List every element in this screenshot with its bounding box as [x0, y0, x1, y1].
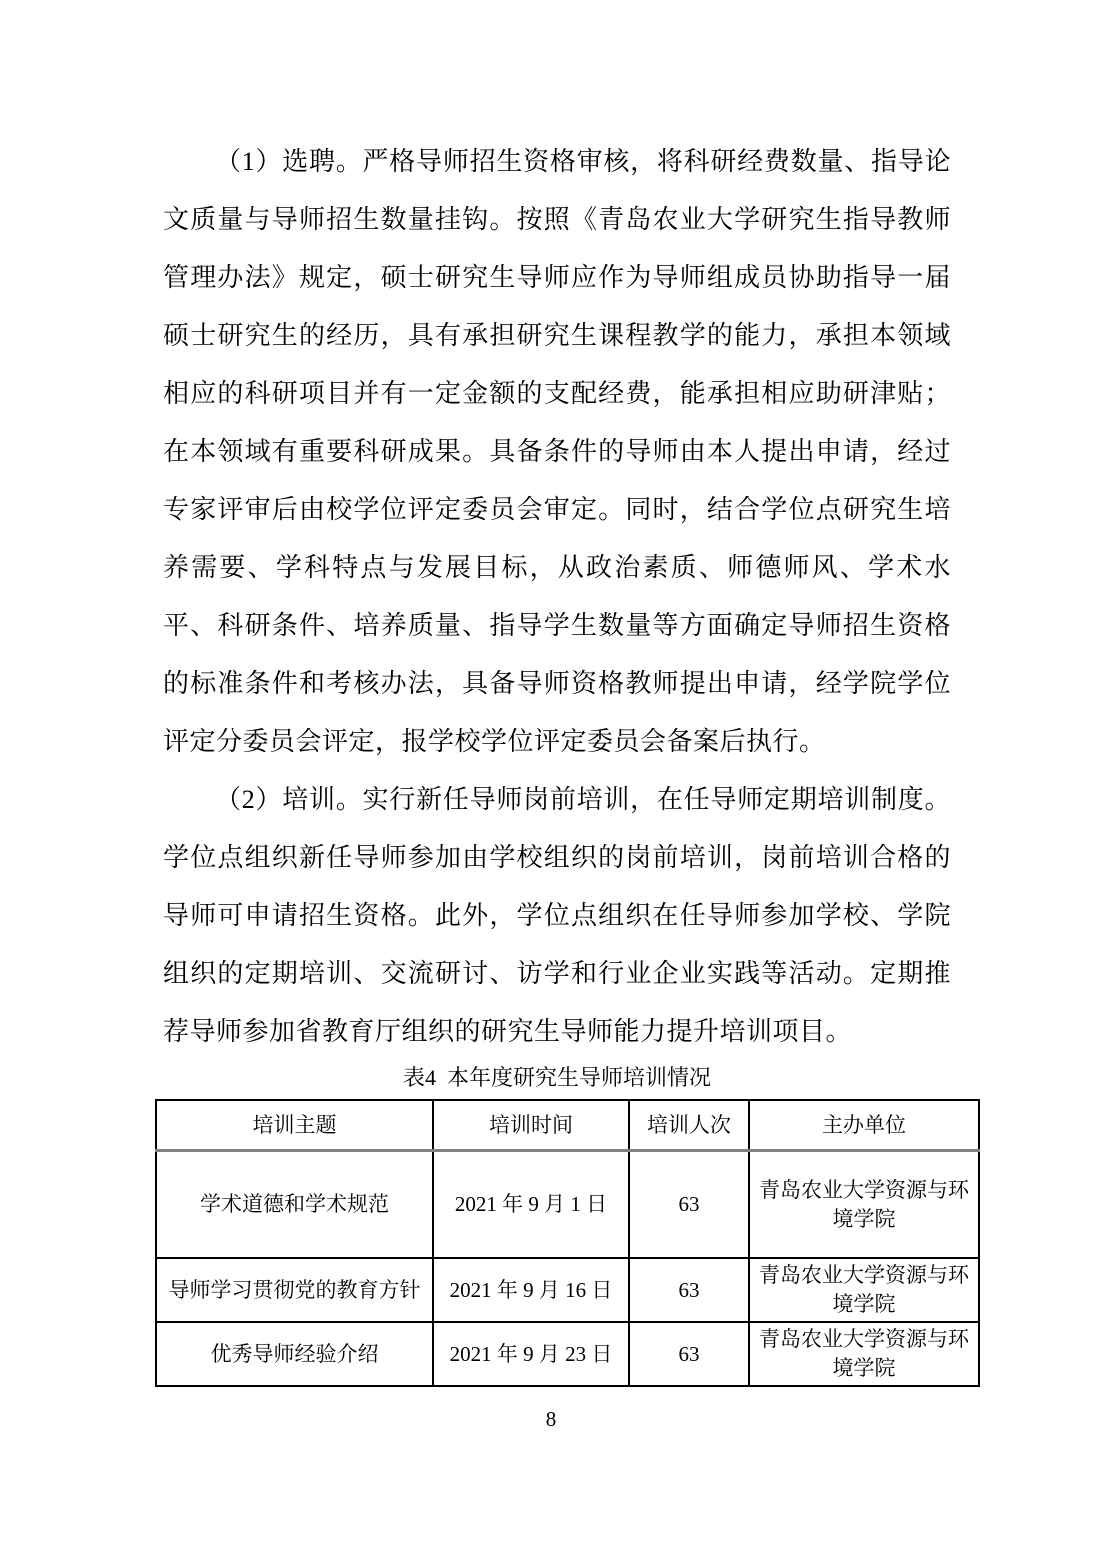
table-caption: 表4 本年度研究生导师培训情况 — [402, 1065, 711, 1090]
header-cell-time: 培训时间 — [433, 1100, 629, 1151]
paragraph-advisor-selection: （1）选聘。严格导师招生资格审核，将科研经费数量、指导论文质量与导师招生数量挂钩。按照《青岛农业大学研究生指导教师管理办法》规定，硕士研究生导师应作为导师组成员协助指导一届硕士研究生的经历，具有承担研究生课程教学的能力，承担本领域相应的科研项目并有一定金额的支配经费，能承担相应助研津贴；在本领域有重要科研成果。具备条件的导师由本人提出申请，经过专家评审后由校学位评定委员会审定。同时，结合学位点研究生培养需要、学科特点与发展目标，从政治素质、师德师风、学术水平、科研条件、培养质量、指导学生数量等方面确定导师招生资格的标准条件和考核办法，具备导师资格教师提出申请，经学院学位评定分委员会评定，报学校学位评定委员会备案后执行。 — [163, 147, 951, 756]
page-number: 8 — [545, 1407, 557, 1431]
cell-count: 63 — [629, 1151, 749, 1259]
header-cell-organizer: 主办单位 — [749, 1100, 979, 1151]
header-cell-count: 培训人次 — [629, 1100, 749, 1151]
cell-count: 63 — [629, 1322, 749, 1386]
paragraph-advisor-training: （2）培训。实行新任导师岗前培训，在任导师定期培训制度。学位点组织新任导师参加由学校组织的岗前培训，岗前培训合格的导师可申请招生资格。此外，学位点组织在任导师参加学校、学院组织的定期培训、交流研讨、访学和行业企业实践等活动。定期推荐导师参加省教育厅组织的研究生导师能力提升培训项目。 — [163, 785, 951, 1046]
cell-count: 63 — [629, 1258, 749, 1322]
header-cell-topic: 培训主题 — [156, 1100, 433, 1151]
cell-time: 2021 年 9 月 16 日 — [433, 1258, 629, 1322]
table-header-row — [156, 1100, 979, 1151]
page-content — [163, 133, 969, 1387]
cell-time: 2021 年 9 月 1 日 — [433, 1151, 629, 1259]
cell-topic: 学术道德和学术规范 — [156, 1151, 433, 1259]
advisor-training-table — [155, 1099, 980, 1387]
table-row — [156, 1322, 979, 1386]
cell-topic: 优秀导师经验介绍 — [156, 1322, 433, 1386]
table-row — [156, 1258, 979, 1322]
cell-organizer: 青岛农业大学资源与环境学院 — [749, 1258, 979, 1322]
cell-topic: 导师学习贯彻党的教育方针 — [156, 1258, 433, 1322]
cell-time: 2021 年 9 月 23 日 — [433, 1322, 629, 1386]
cell-organizer: 青岛农业大学资源与环境学院 — [749, 1322, 979, 1386]
cell-organizer: 青岛农业大学资源与环境学院 — [749, 1151, 979, 1259]
table-row — [156, 1151, 979, 1259]
